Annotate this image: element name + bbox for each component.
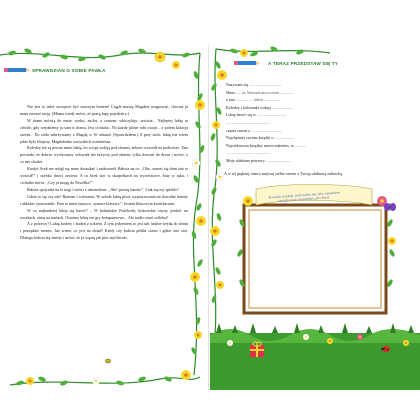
form-row[interactable] [226, 111, 406, 119]
form-label: Najchętniej czytam książki o [226, 135, 274, 141]
right-page-heading: A TERAZ PRZEDSTAW SIĘ TY [268, 61, 339, 66]
flower-icon [388, 237, 396, 245]
form-row[interactable] [226, 142, 406, 150]
fill-line[interactable]: .............................................................. [226, 119, 271, 125]
butterfly-icon [384, 203, 396, 211]
form-label: Nazywam się [226, 82, 249, 87]
grass-meadow [210, 323, 420, 390]
paragraph: Babcia spojrzała na te nogi i mówi z uśmiechem: „Ale! proszę bardzo”. I tak się my spieklo! [27, 186, 179, 192]
form-row[interactable] [226, 104, 406, 112]
form-row[interactable] [226, 96, 406, 104]
paragraph: A z potrawy? Lubię kotlety i budyń z sokiem. Z tym jedzeniem to jest tak: ładnie wejdę do domu i porządnie nosem. Już wiem, co jest na obiad! Kiedy czy babcia piekła ciasto i gdzie ono stoi. Dlatego babcia się śmieje i mówi, że ja węszę jak pies myśliwski. [20, 221, 188, 241]
left-page [0, 45, 209, 390]
scroll-banner-text: Ta ramka oczekuje, jeśli zrobisz tak, żeby wszystkiem cieszyło się ze wszystkiego, jak chcesz. [267, 190, 340, 204]
form-label: Lubię bawić się w [226, 112, 256, 118]
form-row[interactable] [226, 157, 406, 165]
form-label: Koledzy i koleżanki wołają [226, 104, 271, 110]
form-label: Najciekawsza książka, moim zdaniem, to [226, 142, 294, 148]
form-row[interactable] [226, 127, 406, 135]
fill-line[interactable]: ........................ babcia ........................ [235, 97, 281, 103]
form-label: Mam [226, 89, 235, 95]
form-row[interactable] [226, 81, 406, 89]
left-page-body [20, 104, 188, 242]
drawing-instruction: A w tej pięknej ramce narysuj siebie razem z Twoją ulubioną zabawką. [224, 171, 343, 176]
paragraph: Koledzy też są pewno mnie lubią, bo wciąż wołają pod oknem, żebym wyszedł na podwórze. Tata powiada, że dobrze wychowany człowiek nie krzyczy pod oknem, tylko dzwoni do drzwi i mówi, o co mu chodzi. [20, 145, 188, 165]
fill-line[interactable]: ............................. [271, 104, 293, 110]
paragraph: Nie jest to takie szczęście być starszym bratem! Ciągle muszę Magdzie ustępować, chociaż ja mam zawsze rację. (Mama wtedy mówi, że pracę łapy pojedyńcz.) [20, 104, 188, 116]
fill-line[interactable]: ........................................ [256, 112, 286, 118]
pencil-icon [234, 60, 260, 66]
drawing-frame[interactable] [232, 183, 400, 323]
fill-line[interactable]: ........................... [274, 135, 294, 141]
form-label: Moje ulubione potrawy: [226, 157, 266, 163]
paragraph: W co najbardziej lubię się bawić? – W Indiańskie Podchody, bokserskie szyny, jeździć na wrotkach, zimą na nartach. Ostatnio lubię też gry komputerowe... Ale tradio mieć reflekst! [20, 207, 188, 220]
form-row[interactable] [226, 134, 406, 142]
paragraph: Gdzie to się czy nie? Rymem i wierszem. W szkole lubię pisać wypracowania na dowolne tematy i układać rymowanki. Pani to mnie nazywa „rymarz klasowy”. Jestem klasowym kronikarzem. [20, 193, 188, 206]
paragraph: W domu mówią do mnie: synku, zuchu, z czasem: włóczykiju, urwisie... Najlepiej lubię to chwile, gdy wejdziemy ja sam w domu. Jest cichutko. No każdy pilnie robi swoje... a potem kolacja razem... Do stołu zakrzywamy z Magdą w 10 sekund. (Sprawdziłem.) A przy stole, lubię nie wiem jakie były kłopoty, Magdalenka wszystkich rozśmiesza. [20, 117, 188, 144]
form-row[interactable] [226, 119, 406, 127]
fill-line[interactable]: ............... [294, 142, 306, 148]
form-row[interactable] [226, 149, 406, 157]
right-page [210, 45, 420, 390]
form-row[interactable] [226, 89, 406, 97]
paragraph: Kiedyś Arek nie mógł się mnie doszukać i zadzwonił. Babcia na to: „Oho, zanosi się dom żuż te wrzosił!” i szybko drzwi otwiera. A tu Arek stoi w skarpetkach na wycieraczce, buty w ręku, i cichutko mówi: „Czy ja mogę do Pawełka?” [20, 166, 188, 185]
fill-line[interactable]: ................................. [266, 157, 291, 163]
self-intro-form [226, 81, 406, 165]
fill-line[interactable]: .......................................... [251, 127, 282, 133]
fill-line[interactable]: ........ lat. Mamusia nazywa mnie ................... [235, 89, 294, 95]
form-label: często razem z [226, 127, 251, 133]
fill-line[interactable]: ............................................ [249, 82, 282, 87]
pencil-icon [4, 67, 30, 73]
flower-icon [243, 196, 253, 206]
form-label: a tata [226, 97, 235, 103]
left-page-heading: SPRAWDZIAN O SOBIE PAWŁA [32, 68, 106, 73]
fill-line[interactable]: .............................................................. [226, 150, 271, 156]
